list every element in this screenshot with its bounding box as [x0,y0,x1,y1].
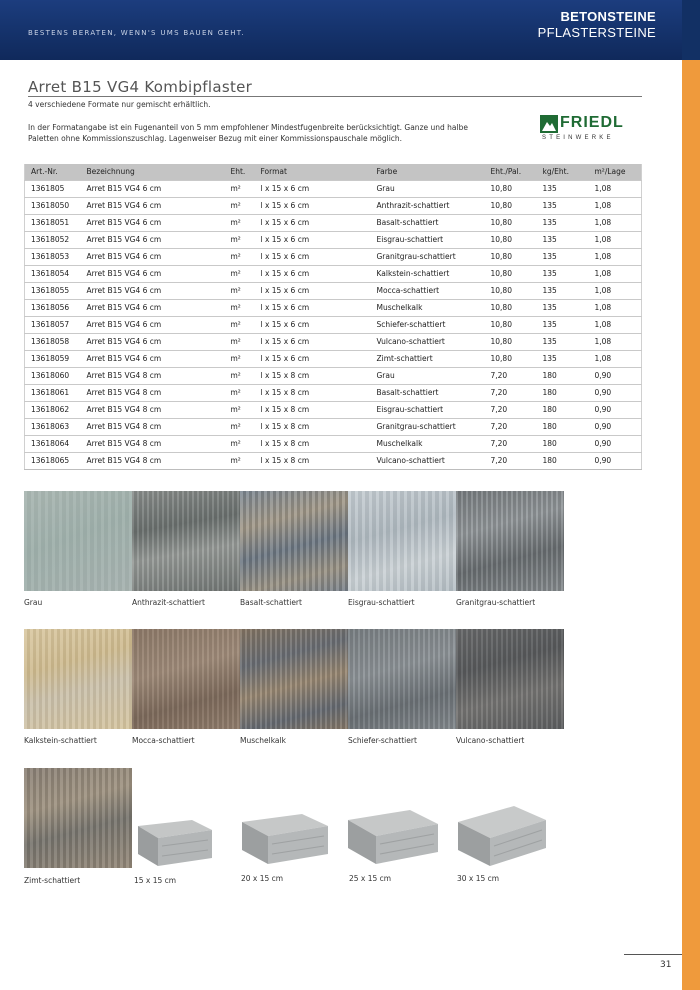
table-cell: l x 15 x 6 cm [255,350,371,367]
table-cell: 13618051 [25,214,81,231]
table-cell: 10,80 [485,316,537,333]
table-cell: Arret B15 VG4 8 cm [81,418,225,435]
table-cell: Arret B15 VG4 6 cm [81,282,225,299]
footer-rule [624,954,682,955]
table-cell: 7,20 [485,401,537,418]
column-header: Bezeichnung [81,164,225,180]
table-cell: m² [225,248,255,265]
table-row [25,435,642,452]
table-cell: Vulcano-schattiert [371,452,485,469]
table-cell: 1,08 [589,299,642,316]
table-cell: 135 [537,333,589,350]
paver-20x15-image [238,806,332,872]
column-header: kg/Eht. [537,164,589,180]
table-cell: 7,20 [485,452,537,469]
title-divider [28,96,642,97]
table-cell: 13618065 [25,452,81,469]
table-cell: Arret B15 VG4 6 cm [81,214,225,231]
table-cell: Vulcano-schattiert [371,333,485,350]
table-cell: 135 [537,248,589,265]
table-row [25,214,642,231]
swatch-label: Mocca-schattiert [132,736,195,745]
table-cell: m² [225,299,255,316]
table-cell: m² [225,265,255,282]
table-cell: Zimt-schattiert [371,350,485,367]
table-cell: 135 [537,316,589,333]
table-cell: 13618059 [25,350,81,367]
table-cell: 10,80 [485,333,537,350]
table-cell: m² [225,367,255,384]
table-cell: Arret B15 VG4 6 cm [81,248,225,265]
table-cell: m² [225,418,255,435]
format-label: 20 x 15 cm [241,874,284,883]
table-cell: 135 [537,299,589,316]
table-cell: Granitgrau-schattiert [371,418,485,435]
table-cell: Arret B15 VG4 8 cm [81,384,225,401]
table-row [25,299,642,316]
column-header: Format [255,164,371,180]
table-cell: 180 [537,435,589,452]
product-description [28,122,528,144]
table-cell: l x 15 x 6 cm [255,299,371,316]
table-cell: 13618055 [25,282,81,299]
table-cell: 13618050 [25,197,81,214]
swatch-label: Vulcano-schattiert [456,736,525,745]
table-cell: 0,90 [589,384,642,401]
column-header: Eht. [225,164,255,180]
swatch-eisgrau [348,491,456,591]
swatch-vulcano [456,629,564,729]
table-cell: Eisgrau-schattiert [371,401,485,418]
swatch-label: Anthrazit-schattiert [132,598,205,607]
table-cell: 1,08 [589,282,642,299]
logo-mountain-icon [540,115,558,133]
table-cell: 135 [537,231,589,248]
description-line-2: Paletten ohne Kommissionszuschlag. Lagenweiser Bezug mit einer Kommissionspauschale möglich. [28,134,403,143]
table-cell: 180 [537,452,589,469]
table-cell: 13618052 [25,231,81,248]
swatch-grau [24,491,132,591]
table-cell: 135 [537,265,589,282]
table-cell: Arret B15 VG4 6 cm [81,316,225,333]
table-cell: l x 15 x 8 cm [255,401,371,418]
table-cell: Grau [371,367,485,384]
table-row [25,384,642,401]
table-cell: l x 15 x 6 cm [255,248,371,265]
table-cell: 7,20 [485,435,537,452]
table-cell: m² [225,333,255,350]
table-row [25,265,642,282]
table-cell: 180 [537,401,589,418]
table-row [25,282,642,299]
table-header-row [25,164,642,180]
swatch-label: Granitgrau-schattiert [456,598,536,607]
side-tab-top [682,0,700,60]
table-row [25,180,642,197]
format-label: 25 x 15 cm [349,874,392,883]
logo-subtext: STEINWERKE [542,135,614,141]
table-cell: Schiefer-schattiert [371,316,485,333]
table-cell: Granitgrau-schattiert [371,248,485,265]
category-subtitle: PFLASTERSTEINE [537,25,656,40]
swatch-label: Muschelkalk [240,736,286,745]
table-cell: 10,80 [485,350,537,367]
table-row [25,316,642,333]
format-label: 30 x 15 cm [457,874,500,883]
table-cell: 0,90 [589,367,642,384]
table-cell: l x 15 x 8 cm [255,418,371,435]
table-cell: m² [225,316,255,333]
side-color-bar [682,60,700,990]
table-cell: 10,80 [485,265,537,282]
table-cell: 1,08 [589,333,642,350]
table-cell: m² [225,214,255,231]
paver-25x15-image [344,802,442,872]
table-cell: 13618064 [25,435,81,452]
table-cell: 180 [537,384,589,401]
table-cell: Eisgrau-schattiert [371,231,485,248]
table-cell: Basalt-schattiert [371,384,485,401]
table-cell: Muschelkalk [371,435,485,452]
table-cell: 7,20 [485,384,537,401]
table-cell: Arret B15 VG4 6 cm [81,333,225,350]
table-cell: l x 15 x 6 cm [255,197,371,214]
page-header [0,0,700,60]
table-cell: 10,80 [485,197,537,214]
table-cell: Arret B15 VG4 6 cm [81,197,225,214]
paver-15x15-image [132,812,218,872]
table-cell: l x 15 x 6 cm [255,282,371,299]
table-cell: 0,90 [589,418,642,435]
product-subtitle: 4 verschiedene Formate nur gemischt erhältlich. [28,100,211,109]
table-cell: 13618062 [25,401,81,418]
paver-30x15-image [454,800,550,872]
swatch-label: Kalkstein-schattiert [24,736,97,745]
swatch-muschelkalk [240,629,348,729]
table-row [25,401,642,418]
table-cell: Arret B15 VG4 6 cm [81,350,225,367]
table-cell: 13618063 [25,418,81,435]
table-cell: Anthrazit-schattiert [371,197,485,214]
table-cell: m² [225,435,255,452]
logo-name: FRIEDL [560,114,624,131]
table-cell: 10,80 [485,231,537,248]
product-table [24,164,642,470]
table-cell: 1,08 [589,248,642,265]
table-cell: 180 [537,367,589,384]
table-cell: Arret B15 VG4 8 cm [81,435,225,452]
table-cell: 7,20 [485,367,537,384]
swatch-anthrazit [132,491,240,591]
table-cell: Arret B15 VG4 6 cm [81,180,225,197]
swatch-granitgrau [456,491,564,591]
product-title: Arret B15 VG4 Kombipflaster [28,78,253,96]
table-cell: l x 15 x 8 cm [255,367,371,384]
table-cell: 10,80 [485,299,537,316]
table-cell: 1,08 [589,214,642,231]
table-cell: 135 [537,197,589,214]
swatch-zimt [24,768,132,868]
table-cell: l x 15 x 6 cm [255,333,371,350]
column-header: Eht./Pal. [485,164,537,180]
table-row [25,248,642,265]
swatch-label: Grau [24,598,43,607]
page-number: 31 [660,960,672,970]
category-title: BETONSTEINE [560,9,656,24]
table-cell: Arret B15 VG4 8 cm [81,452,225,469]
table-cell: m² [225,350,255,367]
table-cell: 13618053 [25,248,81,265]
table-row [25,231,642,248]
table-cell: m² [225,231,255,248]
table-cell: l x 15 x 6 cm [255,231,371,248]
table-cell: 135 [537,180,589,197]
table-row [25,197,642,214]
header-tagline: BESTENS BERATEN, WENN'S UMS BAUEN GEHT. [28,29,246,37]
table-cell: 1,08 [589,197,642,214]
table-cell: l x 15 x 6 cm [255,214,371,231]
table-cell: 13618060 [25,367,81,384]
table-cell: l x 15 x 6 cm [255,180,371,197]
table-row [25,418,642,435]
table-cell: 180 [537,418,589,435]
table-cell: m² [225,180,255,197]
swatch-schiefer [348,629,456,729]
table-cell: 135 [537,214,589,231]
table-row [25,333,642,350]
swatch-basalt [240,491,348,591]
table-cell: 0,90 [589,435,642,452]
swatch-label: Zimt-schattiert [24,876,81,885]
table-cell: 10,80 [485,214,537,231]
table-cell: 1,08 [589,180,642,197]
table-cell: l x 15 x 8 cm [255,435,371,452]
table-cell: 1,08 [589,231,642,248]
table-cell: Arret B15 VG4 6 cm [81,265,225,282]
table-cell: Arret B15 VG4 8 cm [81,401,225,418]
column-header: Art.-Nr. [25,164,81,180]
table-cell: 10,80 [485,282,537,299]
table-cell: 1,08 [589,316,642,333]
friedl-logo [540,115,642,147]
table-cell: Arret B15 VG4 6 cm [81,299,225,316]
table-cell: 10,80 [485,248,537,265]
table-row [25,367,642,384]
swatch-label: Basalt-schattiert [240,598,302,607]
swatch-kalkstein [24,629,132,729]
table-cell: 13618061 [25,384,81,401]
table-cell: 1,08 [589,350,642,367]
column-header: Farbe [371,164,485,180]
table-cell: m² [225,282,255,299]
table-cell: Mocca-schattiert [371,282,485,299]
table-cell: 1361805 [25,180,81,197]
table-cell: 7,20 [485,418,537,435]
table-cell: m² [225,197,255,214]
table-cell: Kalkstein-schattiert [371,265,485,282]
swatch-mocca [132,629,240,729]
table-cell: 1,08 [589,265,642,282]
table-cell: 135 [537,350,589,367]
table-cell: 13618058 [25,333,81,350]
table-cell: 13618054 [25,265,81,282]
table-cell: Arret B15 VG4 6 cm [81,231,225,248]
table-row [25,452,642,469]
table-cell: Muschelkalk [371,299,485,316]
swatch-label: Schiefer-schattiert [348,736,417,745]
table-cell: 0,90 [589,401,642,418]
swatch-label: Eisgrau-schattiert [348,598,415,607]
table-cell: 0,90 [589,452,642,469]
table-cell: m² [225,401,255,418]
format-label: 15 x 15 cm [134,876,177,885]
table-row [25,350,642,367]
table-cell: 13618057 [25,316,81,333]
table-cell: Arret B15 VG4 8 cm [81,367,225,384]
table-cell: 13618056 [25,299,81,316]
table-cell: m² [225,452,255,469]
table-cell: 135 [537,282,589,299]
description-line-1: In der Formatangabe ist ein Fugenanteil von 5 mm empfohlener Mindestfugenbreite berücksichtigt. Ganze und halbe [28,123,468,132]
table-cell: l x 15 x 8 cm [255,384,371,401]
table-cell: Grau [371,180,485,197]
table-cell: l x 15 x 8 cm [255,452,371,469]
table-cell: m² [225,384,255,401]
table-cell: l x 15 x 6 cm [255,265,371,282]
table-cell: 10,80 [485,180,537,197]
table-cell: Basalt-schattiert [371,214,485,231]
table-cell: l x 15 x 6 cm [255,316,371,333]
column-header: m²/Lage [589,164,642,180]
